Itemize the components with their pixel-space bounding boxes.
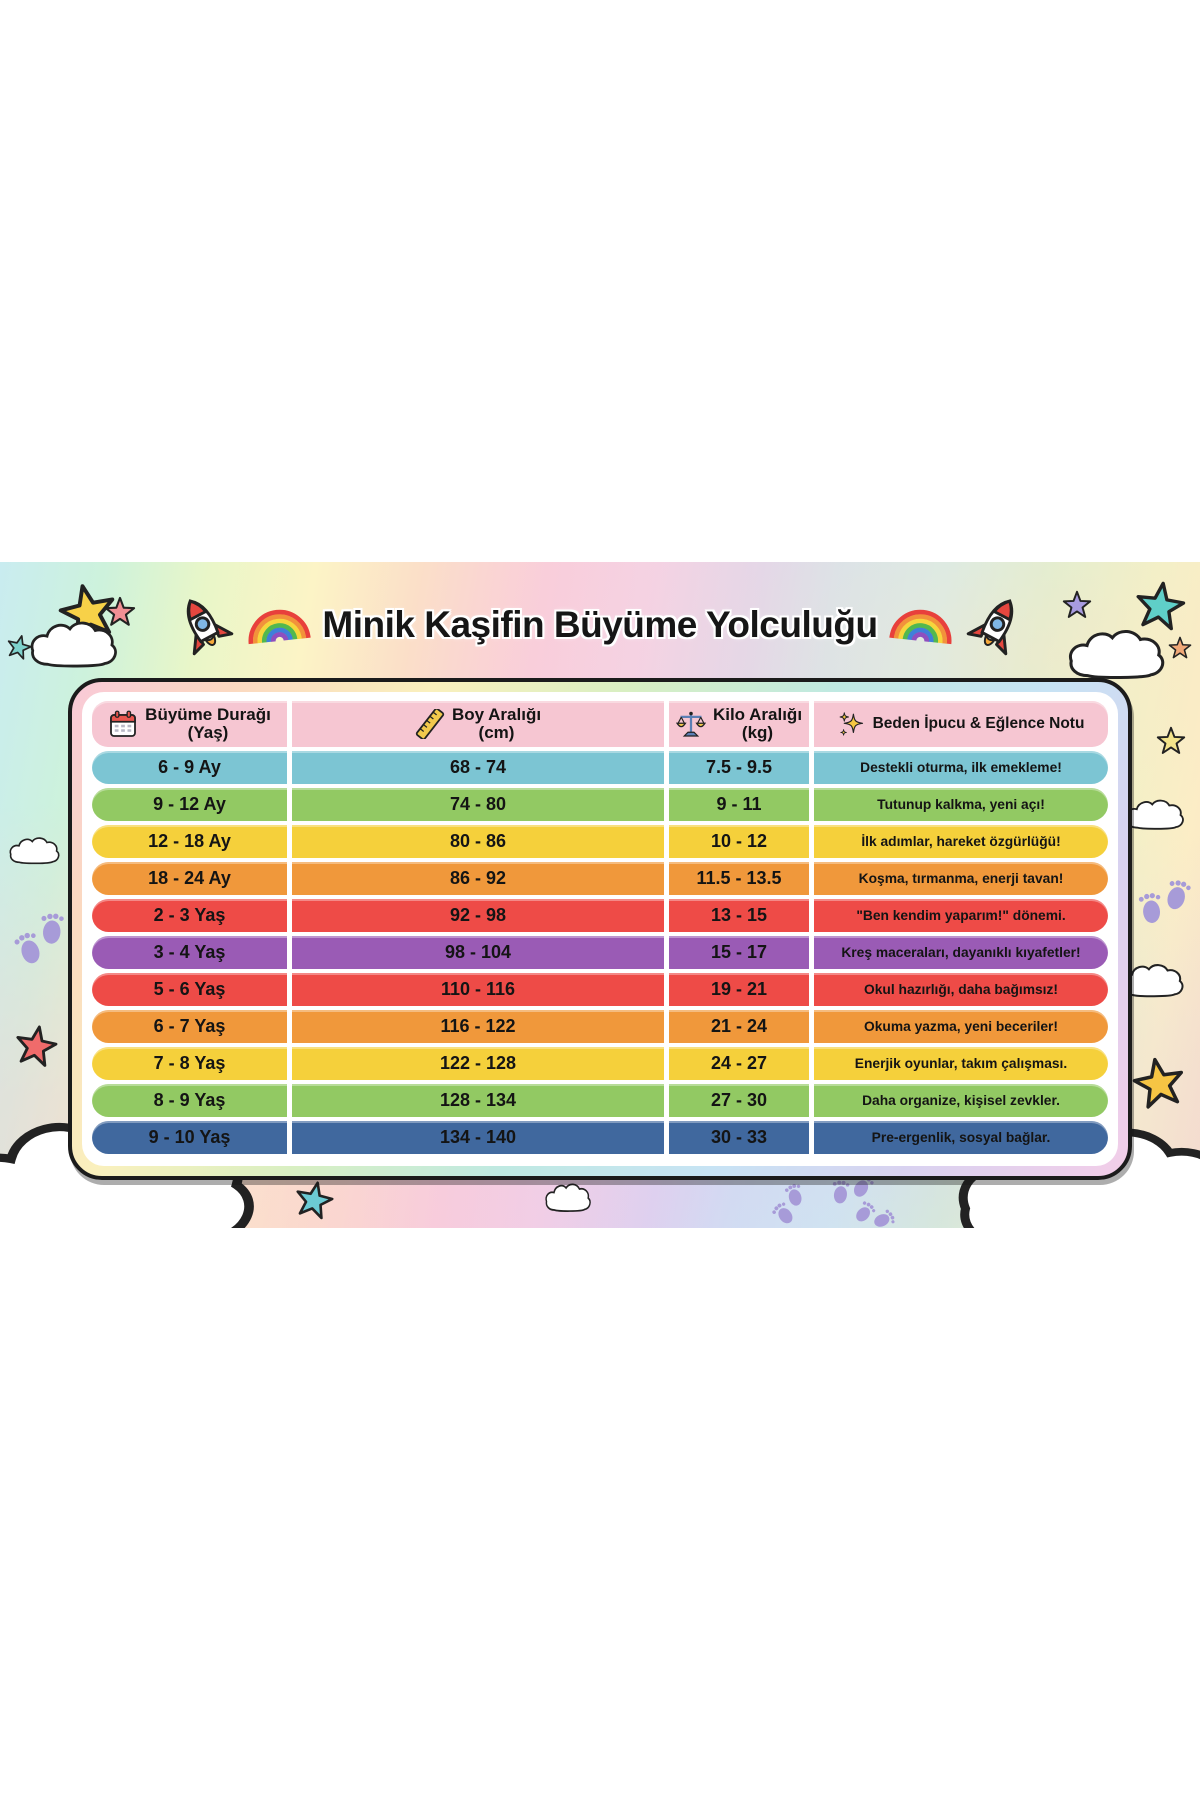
header-height-unit: (cm) <box>478 723 515 742</box>
table-cell-weight: 21 - 24 <box>669 1010 809 1043</box>
growth-table <box>82 692 1118 1166</box>
table-row <box>92 899 1108 932</box>
table-cell-height: 122 - 128 <box>292 1047 664 1080</box>
table-rows <box>92 751 1108 1154</box>
header-cell-note <box>814 701 1108 747</box>
scale-icon <box>676 709 706 739</box>
calendar-icon <box>108 709 138 739</box>
table-row <box>92 1121 1108 1154</box>
table-row <box>92 788 1108 821</box>
table-cell-height: 134 - 140 <box>292 1121 664 1154</box>
table-cell-age: 6 - 7 Yaş <box>92 1010 287 1043</box>
growth-table-frame <box>68 678 1132 1180</box>
table-cell-weight: 15 - 17 <box>669 936 809 969</box>
table-cell-weight: 10 - 12 <box>669 825 809 858</box>
header-cell-weight <box>669 701 809 747</box>
star-icon <box>1156 726 1186 756</box>
table-row <box>92 862 1108 895</box>
table-cell-height: 74 - 80 <box>292 788 664 821</box>
table-cell-weight: 13 - 15 <box>669 899 809 932</box>
header-weight-unit: (kg) <box>741 723 774 742</box>
footprints-icon <box>1130 870 1198 938</box>
sparkles-icon <box>838 710 866 738</box>
table-row <box>92 1047 1108 1080</box>
table-cell-age: 5 - 6 Yaş <box>92 973 287 1006</box>
table-cell-note: Koşma, tırmanma, enerji tavan! <box>814 862 1108 895</box>
star-icon <box>1128 1052 1191 1115</box>
table-cell-height: 86 - 92 <box>292 862 664 895</box>
table-cell-note: Okuma yazma, yeni beceriler! <box>814 1010 1108 1043</box>
cloud-icon <box>544 1180 594 1216</box>
footprints-icon <box>761 1177 819 1228</box>
table-cell-weight: 30 - 33 <box>669 1121 809 1154</box>
table-cell-note: Okul hazırlığı, daha bağımsız! <box>814 973 1108 1006</box>
star-icon <box>290 1176 337 1223</box>
table-cell-height: 68 - 74 <box>292 751 664 784</box>
rainbow-icon <box>888 602 956 648</box>
table-cell-height: 92 - 98 <box>292 899 664 932</box>
table-row <box>92 1010 1108 1043</box>
table-cell-note: Daha organize, kişisel zevkler. <box>814 1084 1108 1117</box>
table-cell-weight: 9 - 11 <box>669 788 809 821</box>
table-cell-height: 98 - 104 <box>292 936 664 969</box>
rocket-icon <box>161 583 245 667</box>
poster-title-row <box>0 588 1200 662</box>
table-cell-weight: 27 - 30 <box>669 1084 809 1117</box>
page-title: Minik Kaşifin Büyüme Yolculuğu <box>322 604 878 645</box>
table-cell-age: 9 - 12 Ay <box>92 788 287 821</box>
table-cell-age: 9 - 10 Yaş <box>92 1121 287 1154</box>
table-cell-weight: 7.5 - 9.5 <box>669 751 809 784</box>
footprints-icon <box>7 907 75 975</box>
table-cell-height: 116 - 122 <box>292 1010 664 1043</box>
header-note-label: Beden İpucu & Eğlence Notu <box>872 714 1085 732</box>
cloud-icon <box>8 834 63 868</box>
table-cell-weight: 11.5 - 13.5 <box>669 862 809 895</box>
cloud-icon <box>1124 796 1188 834</box>
header-height-label: Boy Aralığı <box>451 705 542 725</box>
table-cell-note: Tutunup kalkma, yeni açı! <box>814 788 1108 821</box>
table-cell-note: Kreş maceraları, dayanıklı kıyafetler! <box>814 936 1108 969</box>
table-cell-age: 2 - 3 Yaş <box>92 899 287 932</box>
table-row <box>92 936 1108 969</box>
header-weight-label: Kilo Aralığı <box>712 705 803 725</box>
table-header-row <box>92 701 1108 747</box>
table-row <box>92 1084 1108 1117</box>
ruler-icon <box>415 709 445 739</box>
table-cell-note: Enerjik oyunlar, takım çalışması. <box>814 1047 1108 1080</box>
header-age-label: Büyüme Durağı <box>145 705 271 725</box>
table-row <box>92 751 1108 784</box>
table-cell-age: 7 - 8 Yaş <box>92 1047 287 1080</box>
table-cell-note: Pre-ergenlik, sosyal bağlar. <box>814 1121 1108 1154</box>
rainbow-icon <box>245 602 313 648</box>
table-cell-age: 6 - 9 Ay <box>92 751 287 784</box>
table-cell-height: 80 - 86 <box>292 825 664 858</box>
header-cell-height <box>292 701 664 747</box>
table-cell-note: "Ben kendim yaparım!" dönemi. <box>814 899 1108 932</box>
table-cell-age: 3 - 4 Yaş <box>92 936 287 969</box>
table-cell-note: İlk adımlar, hareket özgürlüğü! <box>814 825 1108 858</box>
table-cell-weight: 19 - 21 <box>669 973 809 1006</box>
table-cell-age: 12 - 18 Ay <box>92 825 287 858</box>
star-icon <box>11 1021 62 1072</box>
rocket-icon <box>955 583 1039 667</box>
table-cell-height: 128 - 134 <box>292 1084 664 1117</box>
table-cell-note: Destekli oturma, ilk emekleme! <box>814 751 1108 784</box>
header-cell-age <box>92 701 287 747</box>
header-age-unit: (Yaş) <box>187 723 229 742</box>
table-cell-age: 8 - 9 Yaş <box>92 1084 287 1117</box>
table-cell-age: 18 - 24 Ay <box>92 862 287 895</box>
table-row <box>92 973 1108 1006</box>
table-cell-weight: 24 - 27 <box>669 1047 809 1080</box>
table-row <box>92 825 1108 858</box>
poster-artwork <box>0 562 1200 1228</box>
table-cell-height: 110 - 116 <box>292 973 664 1006</box>
